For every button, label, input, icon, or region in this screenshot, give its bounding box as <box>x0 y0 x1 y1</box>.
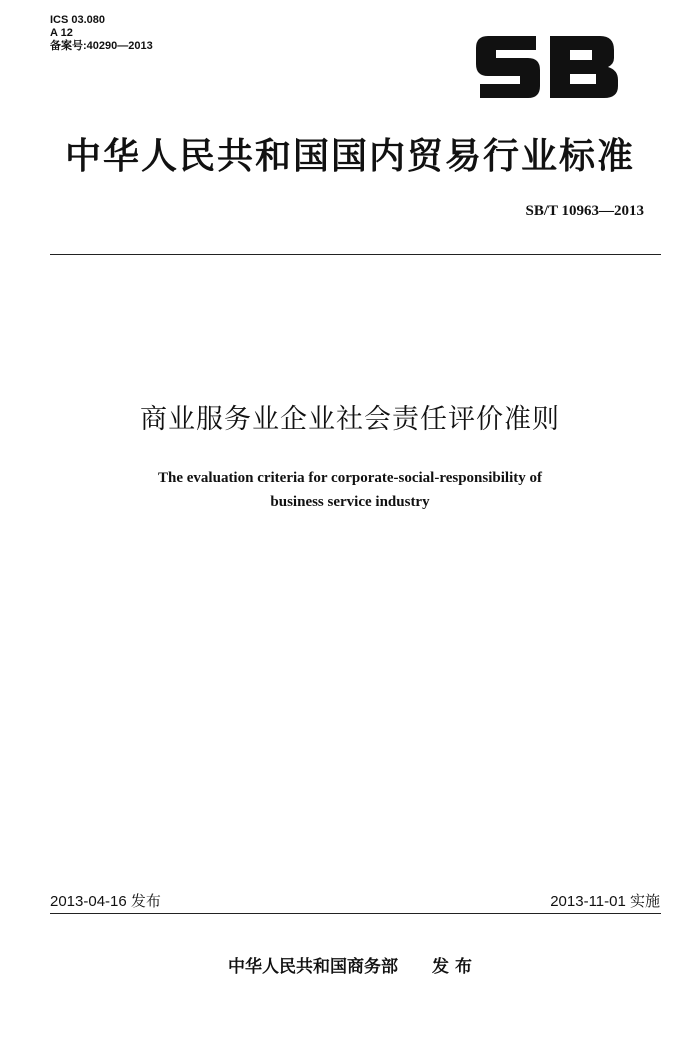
classification-code: A 12 <box>50 27 73 39</box>
implementation-date: 2013-11-01 实施 <box>550 893 660 910</box>
sb-logo <box>474 30 620 100</box>
publish-date: 2013-04-16 发布 <box>50 893 161 910</box>
standard-category-title: 中华人民共和国国内贸易行业标准 <box>64 136 635 177</box>
record-number: 备案号:40290—2013 <box>50 40 153 52</box>
issuer-line <box>0 952 700 977</box>
standard-number: SB/T 10963—2013 <box>525 203 644 219</box>
document-title-cn: 商业服务业企业社会责任评价准则 <box>140 404 560 435</box>
ics-code: ICS 03.080 <box>50 14 106 26</box>
issuer-action: 发 布 <box>432 957 472 977</box>
document-title-en <box>0 466 700 514</box>
footer-divider <box>50 913 661 914</box>
document-title-en-line1: The evaluation criteria for corporate-social-responsibility of <box>158 470 542 486</box>
document-title-en-line2: business service industry <box>270 494 430 510</box>
header-divider <box>50 254 661 255</box>
issuer-name: 中华人民共和国商务部 <box>228 957 399 977</box>
